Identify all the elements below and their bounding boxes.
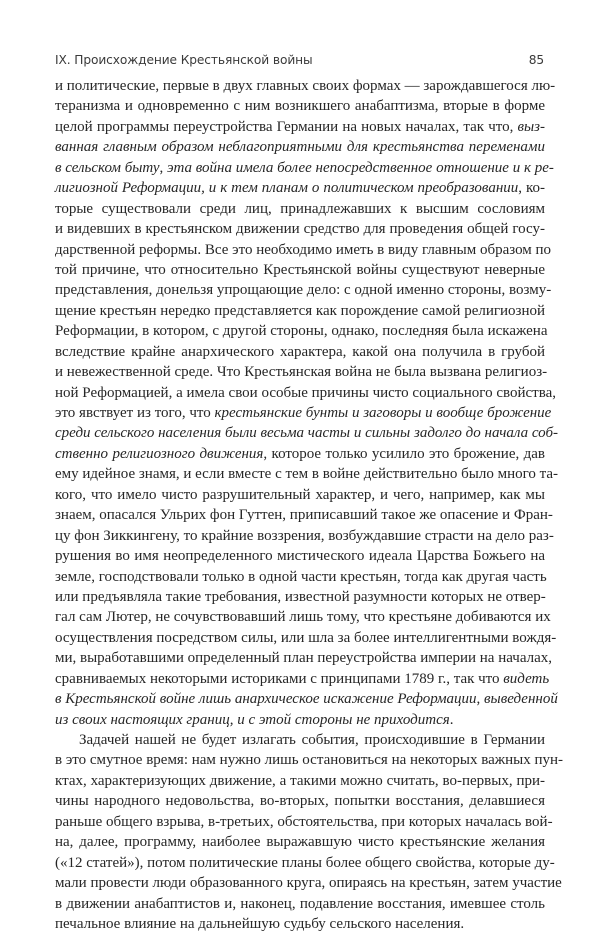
text-run: земле, господствовали только в одной части крестьян, тогда как другая часть [55, 568, 547, 585]
text-run: на, далее, программу, наиболее выражавшую чисто крестьянские желания [55, 834, 545, 851]
text-line [55, 464, 559, 484]
text-line [55, 873, 562, 893]
text-line [55, 76, 556, 96]
text-run: целой программы переустройства Германии на новых началах, так что, [55, 118, 518, 135]
text-run: мали провести люди образованного круга, опираясь на крестьян, затем участие [55, 875, 562, 892]
text-run: теранизма и одновременно с ним возникшего анабаптизма, вторые в форме [55, 98, 545, 115]
text-run: , [476, 691, 485, 708]
text-run: ной Реформацией, а имела свои особые причины чисто социального свойства, [55, 384, 556, 401]
text-line [55, 199, 545, 219]
italic-run: ственно религиозного движения [55, 445, 264, 462]
text-run: («12 статей»), потом политические планы более общего свойства, которые ду- [55, 854, 555, 871]
text-line [55, 362, 548, 382]
text-run: , ко- [518, 180, 545, 197]
text-run: ми, выработавшими определенный план переустройства империи на началах, [55, 650, 553, 667]
text-run: чины народного недовольства, во-вторых, попытки восстания, делавшиеся [55, 793, 545, 810]
italic-run: в сельском быту [55, 159, 160, 176]
text-run: кого, что имело чисто разрушительный характер, и чего, например, как мы [55, 486, 545, 503]
text-line [55, 587, 545, 607]
text-run: или предъявляла такие требования, известной разумности которых не отвер- [55, 588, 546, 605]
text-line [55, 280, 552, 300]
text-run: ктах, характеризующих движение, а такими можно считать, во-первых, при- [55, 772, 545, 789]
text-line [55, 689, 558, 709]
text-run: рушения во имя неопределенного мистического идеала Царства Божьего на [55, 548, 545, 565]
italic-run: из своих настоящих границ, и с этой стороны не приходится [55, 711, 450, 728]
text-run: осуществления посредством силы, или шла за более интеллигентными вождя- [55, 629, 557, 646]
text-run: и политические, первые в двух главных своих формах — зарождавшегося лю- [55, 78, 556, 94]
text-run: в это смутное время: нам нужно лишь остановиться на некоторых важных пун- [55, 752, 564, 769]
text-line [55, 546, 545, 566]
text-run: . [449, 711, 454, 728]
text-run: вследствие крайне анархического характера, какой она получила в грубой [55, 343, 545, 360]
text-line [55, 750, 564, 770]
text-line [55, 607, 551, 627]
text-run: это явствует из того, что [55, 405, 215, 421]
text-line [55, 771, 545, 791]
text-run: и невежественной среде. Что Крестьянская война не была вызвана религиоз- [55, 364, 548, 381]
text-run: и видевших в крестьянском движении средство для проведения общей госу- [55, 221, 545, 238]
italic-run: эта война имела более непосредственное отношение и к ре- [167, 159, 554, 176]
text-line [55, 444, 545, 464]
text-line [55, 791, 545, 811]
text-line [55, 301, 545, 321]
text-line [55, 342, 545, 362]
text-run: Задачей нашей не будет излагать события, происходившие в Германии [79, 732, 545, 748]
italic-run: ванная главным образом неблагоприятными для крестьянства переменами [55, 139, 545, 156]
text-run: цу фон Зиккингену, то крайние воззрения, возбуждавшие страсти на дело раз- [55, 527, 554, 544]
chapter-title: IX. Происхождение Крестьянской войны [55, 53, 313, 67]
text-line [55, 96, 545, 116]
text-run: ему идейное знамя, и если вместе с тем в войне действительно было много та- [55, 466, 559, 483]
text-line [55, 383, 556, 403]
text-run: Реформации, в котором, с другой стороны, однако, последняя была искажена [55, 323, 548, 340]
text-line [55, 137, 545, 157]
text-run: гал сам Лютер, не сочувствовавший лишь тому, что крестьяне добиваются их [55, 609, 551, 626]
text-line [55, 853, 555, 873]
text-run: той причине, что относительно Крестьянской войны существуют неверные [55, 261, 545, 278]
text-line [55, 628, 557, 648]
text-run: дарственной реформы. Все это необходимо иметь в виду главным образом по [55, 241, 552, 258]
italic-run: в Крестьянской войне лишь анархическое искажение Реформации [55, 691, 477, 708]
text-line [55, 505, 553, 525]
text-line [55, 260, 545, 280]
text-line [55, 178, 545, 198]
page-number: 85 [528, 53, 544, 67]
text-line [55, 219, 545, 239]
text-run: , [159, 159, 168, 176]
text-run: , которое только усилило это брожение, дав [263, 445, 546, 462]
text-line [55, 423, 559, 443]
body-text [55, 76, 564, 934]
italic-run: крестьянские бунты и заговоры и вообще брожение [214, 405, 552, 421]
paragraph [55, 76, 559, 730]
text-line [55, 321, 548, 341]
text-line [55, 812, 553, 832]
text-line [55, 914, 545, 934]
text-run: сравниваемых некоторыми историками с принципами 1789 г., так что [55, 670, 504, 687]
text-run: печальное влияние на дальнейшую судьбу сельского населения. [55, 915, 465, 932]
italic-run: лигиозной Реформации, и к тем планам о политическом преобразовании [55, 180, 519, 197]
text-run: знаем, опасался Ульрих фон Гуттен, приписавший такое же опасение и Фран- [55, 507, 553, 524]
italic-run: выведенной [484, 691, 558, 708]
text-line [55, 894, 545, 914]
text-line [55, 158, 554, 178]
text-run: торые существовали среди лиц, принадлежавших к высшим сословиям [55, 200, 545, 217]
text-line [55, 832, 545, 852]
text-line [55, 485, 545, 505]
italic-run: выз- [517, 118, 545, 135]
italic-run: видеть [503, 670, 550, 687]
text-line [55, 730, 545, 750]
paragraph [55, 730, 564, 934]
text-run: в движении анабаптистов и, наконец, подавление восстания, имевшее столь [55, 895, 545, 912]
italic-run: среди сельского населения были весьма часты и сильны задолго до начала соб- [55, 425, 559, 442]
text-run: представления, донельзя упрощающие дело: с одной именно стороны, возму- [55, 282, 552, 299]
text-line [55, 240, 552, 260]
text-line [55, 117, 545, 137]
text-line [55, 710, 545, 730]
text-line [55, 526, 554, 546]
text-line [55, 567, 545, 587]
running-header [55, 53, 544, 67]
text-line [55, 403, 552, 423]
text-line [55, 648, 553, 668]
text-line [55, 669, 550, 689]
text-run: щение крестьян нередко представляется как порождение самой религиозной [55, 302, 546, 319]
text-run: раньше общего взрыва, в-третьих, обстоятельства, при которых началась вой- [55, 813, 553, 830]
